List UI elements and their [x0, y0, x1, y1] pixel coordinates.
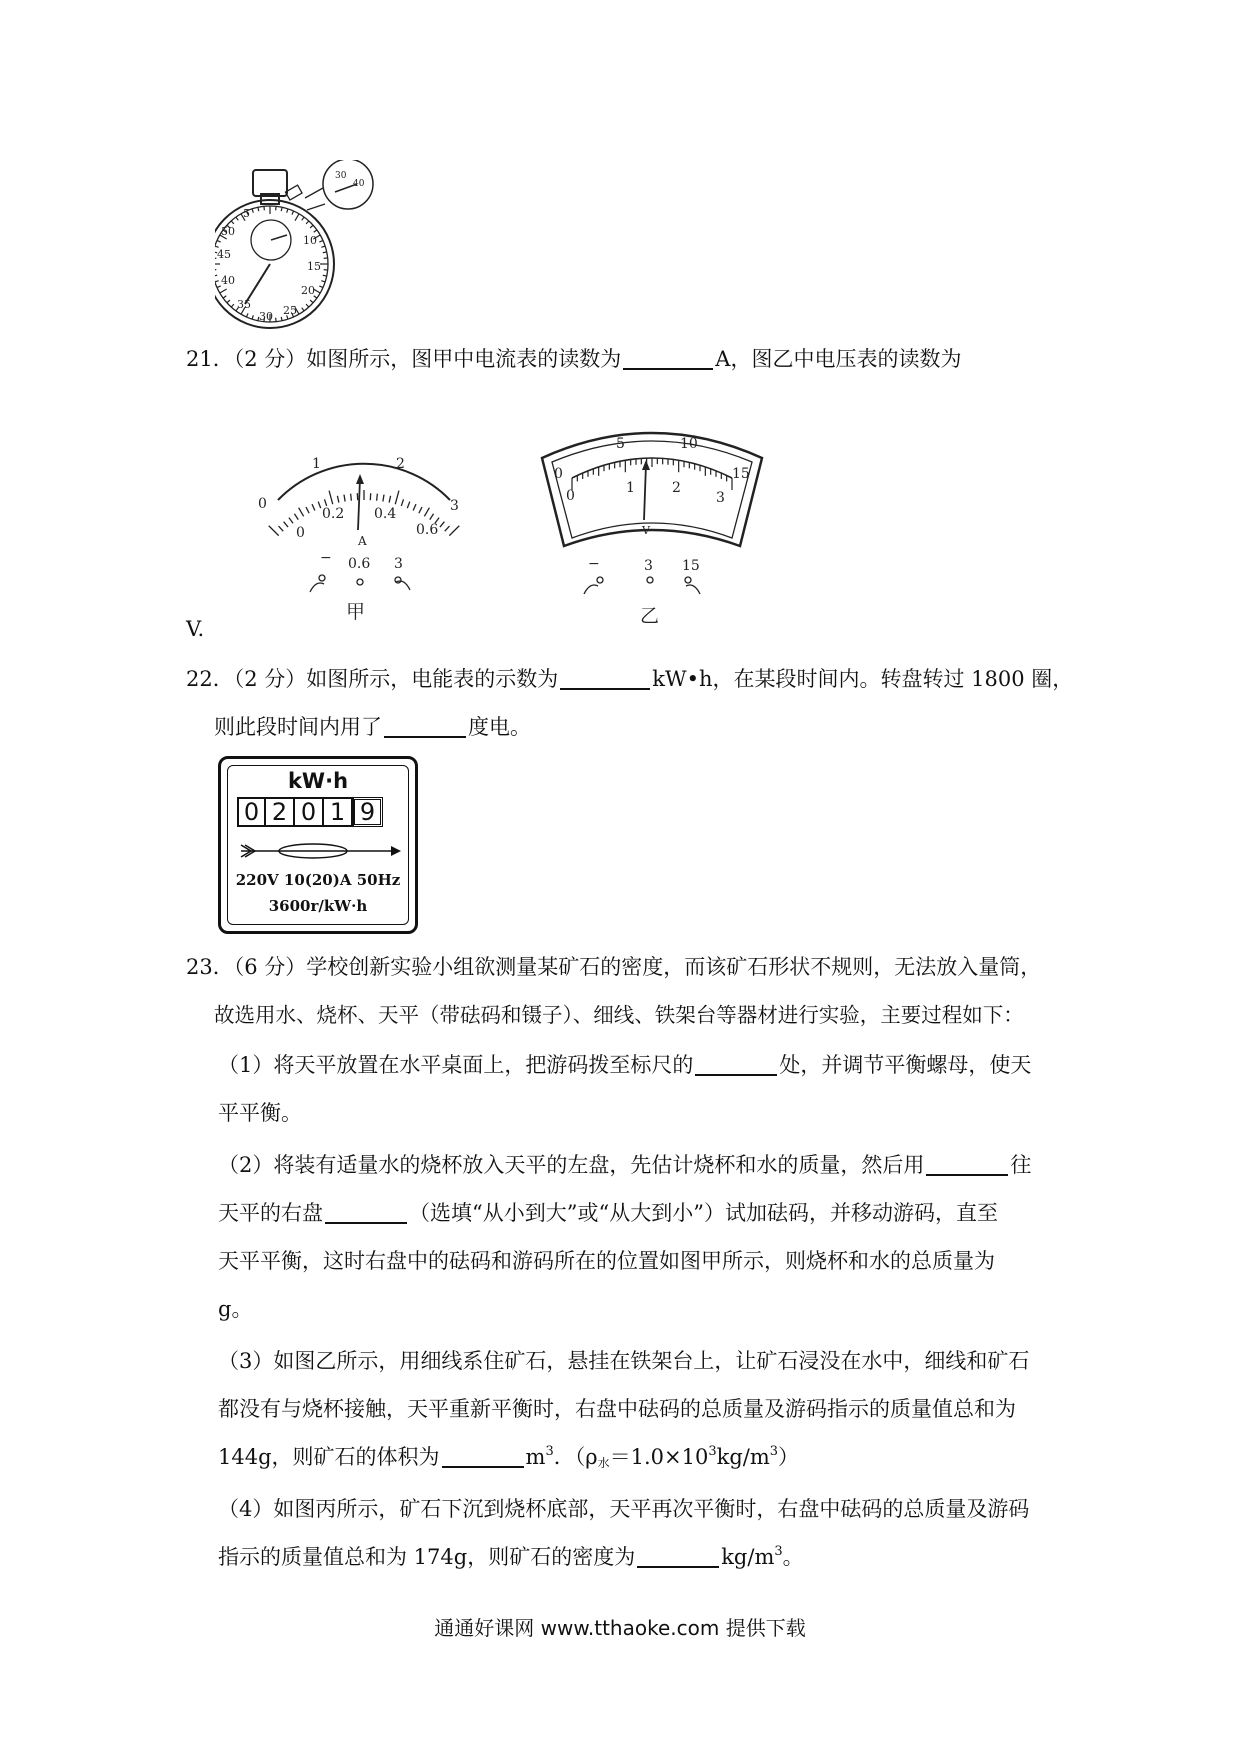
stopwatch-tick: [306, 304, 309, 307]
amm-bot-06: 0.6: [416, 522, 439, 538]
ammeter-scale-tick: [299, 508, 304, 517]
q21-unit-a: A，图乙中电压表的读数为: [715, 347, 962, 371]
q23-p2-a: （2）将装有适量水的烧杯放入天平的左盘，先估计烧杯和水的质量，然后用: [218, 1153, 925, 1177]
amm-top-0: 0: [258, 496, 267, 512]
q22-blank-energy[interactable]: [384, 714, 466, 738]
stopwatch-tick: [215, 281, 219, 282]
ammeter-scale-tick: [289, 518, 293, 524]
stopwatch-tick: [231, 221, 234, 224]
q23-blank-4[interactable]: [442, 1444, 524, 1468]
stopwatch-tick: [321, 246, 325, 247]
sw-label-50: 50: [221, 225, 235, 238]
meter-digit-4: 1: [324, 797, 353, 827]
ammeter-scale-tick: [445, 526, 450, 531]
q23-p2-line1: [218, 1150, 1031, 1180]
q23-p3-i: 3: [708, 1444, 717, 1459]
stopwatch-tick: [223, 296, 226, 298]
stopwatch-tick: [323, 275, 327, 276]
ammeter-scale-tick: [377, 494, 378, 501]
stopwatch-tick: [227, 300, 230, 303]
amm-term-minus: −: [320, 550, 332, 566]
q23-p4-c: kg/m: [721, 1545, 775, 1569]
q23-p3-b: 都没有与烧杯接触，天平重新平衡时，右盘中砝码的总质量及游码指示的质量值总和为: [218, 1397, 1016, 1421]
stopwatch-tick: [217, 240, 221, 242]
stopwatch-tick: [314, 230, 317, 232]
q23-p3-a: （3）如图乙所示，用细线系住矿石，悬挂在铁架台上，让矿石浸没在水中，细线和矿石: [218, 1349, 1030, 1373]
q22-score: （2 分）: [233, 667, 307, 691]
ammeter-scale-tick: [269, 526, 279, 536]
stopwatch-tick: [295, 214, 299, 221]
stopwatch-tick: [292, 211, 294, 215]
ammeter-scale-tick: [279, 526, 284, 531]
stopwatch-tick: [236, 217, 238, 220]
amm-term-3: 3: [394, 556, 403, 572]
q23-p3-g: 水: [597, 1456, 610, 1470]
q23-blank-2[interactable]: [926, 1152, 1008, 1176]
amm-top-3: 3: [450, 498, 459, 514]
q23-p3-c: 144g，则矿石的体积为: [218, 1445, 440, 1469]
stopwatch-tick: [287, 209, 288, 213]
ammeter-scale-tick: [413, 504, 416, 510]
amm-bot-02: 0.2: [322, 506, 345, 522]
stopwatch-tick: [323, 252, 327, 253]
ammeter-scale-tick: [407, 502, 410, 509]
q23-p4-line2: [218, 1542, 804, 1572]
volt-term-3: 3: [644, 558, 653, 574]
page-footer: 通通好课网 www.tthaoke.com 提供下载: [434, 1616, 806, 1640]
volt-bot-3: 3: [716, 490, 725, 506]
amm-bot-04: 0.4: [374, 506, 397, 522]
q22-unit-b: 度电。: [468, 715, 531, 739]
ammeter-scale-tick: [383, 495, 384, 502]
q23-line1: [186, 952, 1041, 982]
amm-bot-0: 0: [296, 525, 305, 541]
volt-top-15: 15: [732, 466, 750, 482]
q23-p1-b: 处，并调节平衡螺母，使天: [779, 1053, 1032, 1077]
q22-unit-a: kW•h，在某段时间内。转盘转过 1800 圈，: [652, 667, 1074, 691]
q23-p4-a: （4）如图丙所示，矿石下沉到烧杯底部，天平再次平衡时，右盘中砝码的总质量及游码: [218, 1497, 1030, 1521]
amm-top-2: 2: [396, 456, 405, 472]
q23-p3-e: 3: [545, 1444, 554, 1459]
sw-label-35: 35: [237, 298, 251, 311]
volt-top-0: 0: [554, 466, 563, 482]
stopwatch-tick: [310, 300, 313, 303]
q23-p3-l: ）: [778, 1445, 800, 1469]
energy-meter: [218, 756, 418, 934]
ammeter-scale-tick: [344, 495, 345, 502]
sw-inset-40: 40: [353, 179, 365, 189]
meter-digit-3: 0: [295, 797, 324, 827]
q21-score: （2 分）: [233, 347, 307, 371]
meter-spec-1: 220V 10(20)A 50Hz: [235, 871, 401, 889]
q21-text-a: 如图所示，图甲中电流表的读数为: [306, 347, 622, 371]
stopwatch-tick: [302, 308, 304, 311]
stopwatch-tick: [220, 289, 227, 293]
ammeter-scale-tick: [419, 507, 422, 513]
ammeter-scale-tick: [424, 508, 429, 517]
meter-digit-5: 9: [353, 797, 383, 827]
ammeter-scale-tick: [306, 507, 309, 513]
q23-p3-k: 3: [769, 1444, 779, 1459]
sw-label-10: 10: [303, 234, 317, 247]
q23-p1-line1: [218, 1050, 1031, 1080]
q23-p4-d: 3: [774, 1544, 783, 1559]
ammeter-scale-tick: [449, 526, 459, 536]
q23-p3-line3: [218, 1442, 799, 1472]
ammeter-scale-tick: [284, 522, 288, 527]
amm-caption: 甲: [346, 601, 366, 620]
volt-bot-0: 0: [566, 488, 575, 504]
q23-p2-line2: [218, 1198, 998, 1228]
q23-blank-5[interactable]: [637, 1544, 719, 1568]
q23-p2-f: g。: [218, 1297, 253, 1321]
stopwatch-tick: [306, 221, 309, 224]
q22-line2: [214, 712, 531, 742]
volt-caption: 乙: [640, 605, 660, 623]
q21-unit-v: V.: [186, 617, 205, 641]
amm-symbol: A: [358, 534, 367, 548]
meter-digit-1: 0: [237, 797, 266, 827]
q23-p2-d: （选填“从小到大”或“从大到小”）试加砝码，并移动游码，直至: [409, 1201, 998, 1225]
q23-intro-1: 学校创新实验小组欲测量某矿石的密度，而该矿石形状不规则，无法放入量筒，: [306, 955, 1042, 979]
q23-p3-j: kg/m: [716, 1445, 770, 1469]
ammeter-scale-tick: [312, 504, 315, 510]
q23-p1-c: 平平衡。: [218, 1101, 302, 1125]
q23-p3-d: m: [525, 1445, 546, 1469]
volt-bot-2: 2: [672, 480, 681, 496]
q23-p3-h: ＝1.0×10: [609, 1445, 709, 1469]
volt-top-5: 5: [616, 436, 625, 452]
ammeter-figure: [250, 420, 475, 620]
sw-label-30: 30: [259, 310, 273, 323]
q23-intro-2: 故选用水、烧杯、天平（带砝码和镊子）、细线、铁架台等器材进行实验，主要过程如下：: [214, 1003, 1024, 1027]
ammeter-scale-tick: [294, 514, 298, 520]
q22-blank-reading[interactable]: [560, 666, 650, 690]
q22-line1: [186, 664, 1073, 694]
volt-top-10: 10: [680, 436, 698, 452]
q21-line1: [186, 344, 961, 374]
ammeter-scale-tick: [395, 491, 399, 505]
sw-label-45: 45: [217, 248, 231, 261]
q23-number: 23．: [186, 955, 234, 979]
q22-text-b: 则此段时间内用了: [214, 715, 382, 739]
q21-number: 21．: [186, 347, 234, 371]
meter-disc-arrow: [237, 839, 402, 863]
stopwatch-tick: [319, 240, 323, 242]
q23-p4-e: 。: [782, 1545, 804, 1569]
volt-term-minus: −: [588, 556, 600, 572]
q23-blank-1[interactable]: [695, 1052, 777, 1076]
ammeter-scale-tick: [337, 496, 338, 503]
sw-inset-30: 30: [335, 171, 347, 181]
stopwatch-tick: [231, 304, 234, 307]
q23-p2-c: 天平的右盘: [218, 1201, 323, 1225]
stopwatch-tick: [321, 281, 325, 282]
stopwatch-tick: [310, 225, 313, 228]
volt-symbol: V: [642, 524, 650, 537]
sw-label-40: 40: [221, 274, 235, 287]
amm-top-1: 1: [312, 456, 321, 472]
q23-p2-b: 往: [1010, 1153, 1032, 1177]
stopwatch-tick: [252, 209, 253, 213]
volt-term-15: 15: [682, 558, 700, 574]
stopwatch-tick: [252, 315, 253, 319]
ammeter-scale-tick: [318, 502, 321, 509]
ammeter-scale-tick: [440, 522, 444, 527]
q22-number: 22．: [186, 667, 234, 691]
meter-spec-2: 3600r/kW·h: [268, 897, 368, 915]
stopwatch-tick: [319, 286, 323, 288]
q23-p1-a: （1）将天平放置在水平桌面上，把游码拨至标尺的: [218, 1053, 694, 1077]
q21-blank-ammeter[interactable]: [623, 346, 713, 370]
q23-score: （6 分）: [233, 955, 307, 979]
stopwatch-tick: [281, 207, 282, 211]
stopwatch-tick: [215, 275, 217, 276]
stopwatch-tick: [258, 207, 259, 211]
sw-label-15: 15: [307, 260, 321, 273]
stopwatch-figure: [215, 160, 430, 355]
meter-digit-row: [237, 797, 383, 827]
q23-blank-3[interactable]: [325, 1200, 407, 1224]
stopwatch-tick: [302, 217, 304, 220]
stopwatch-tick: [281, 317, 282, 321]
meter-digit-2: 2: [266, 797, 295, 827]
amm-term-06: 0.6: [348, 556, 371, 572]
q23-p3-f: ．（ρ: [553, 1445, 598, 1469]
volt-bot-1: 1: [626, 480, 635, 496]
ammeter-scale-tick: [401, 499, 403, 506]
sw-label-25: 25: [283, 304, 297, 317]
meter-unit: kW·h: [287, 769, 349, 793]
sw-label-20: 20: [301, 284, 315, 297]
q23-p2-e: 天平平衡，这时右盘中的砝码和游码所在的位置如图甲所示，则烧杯和水的总质量为: [218, 1249, 995, 1273]
q22-text-a: 如图所示，电能表的示数为: [306, 667, 559, 691]
ammeter-scale-tick: [329, 491, 333, 505]
q23-p4-b: 指示的质量值总和为 174g，则矿石的密度为: [218, 1545, 636, 1569]
ammeter-scale-tick: [389, 496, 390, 503]
ammeter-scale-tick: [324, 499, 326, 506]
voltmeter-figure: [532, 418, 777, 623]
ammeter-scale-tick: [430, 514, 434, 520]
ammeter-scale-tick: [351, 494, 352, 501]
sw-label-5: 5: [243, 207, 250, 220]
stopwatch-tick: [246, 313, 248, 317]
